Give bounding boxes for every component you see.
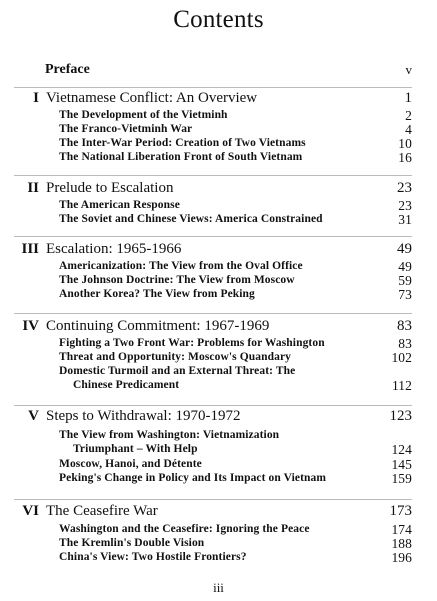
section-entry[interactable]: [0, 458, 437, 472]
section-entry[interactable]: [0, 551, 437, 565]
section-entry[interactable]: [0, 472, 437, 486]
section-title-continued: Triumphant – With Help: [73, 443, 198, 455]
chapter-number: II: [27, 180, 39, 196]
chapter-heading[interactable]: [0, 90, 437, 109]
chapter-page: 1: [404, 90, 412, 106]
section-page: 159: [391, 471, 412, 486]
section-title: Fighting a Two Front War: Problems for Washington: [59, 337, 325, 349]
section-entry[interactable]: [0, 137, 437, 151]
section-title: Threat and Opportunity: Moscow's Quandary: [59, 351, 291, 363]
chapter-heading[interactable]: [0, 241, 437, 260]
chapter-page: 23: [397, 180, 412, 196]
chapter-6: [0, 503, 437, 565]
chapter-title: The Ceasefire War: [46, 503, 158, 519]
chapter-page: 173: [389, 503, 412, 519]
chapter-number: IV: [22, 318, 39, 334]
section-title: Moscow, Hanoi, and Détente: [59, 458, 202, 470]
section-entry[interactable]: [0, 213, 437, 227]
chapter-number: III: [21, 241, 39, 257]
section-title: The Development of the Vietminh: [59, 109, 228, 121]
section-entry[interactable]: [0, 288, 437, 302]
section-title: Peking's Change in Policy and Its Impact on Vietnam: [59, 472, 327, 484]
section-entry[interactable]: [0, 337, 437, 351]
divider: [14, 236, 412, 237]
section-entry[interactable]: [0, 199, 437, 213]
section-page: 4: [405, 122, 412, 137]
divider: [14, 87, 412, 88]
section-page: 112: [391, 378, 412, 393]
divider: [14, 175, 412, 176]
chapter-title: Prelude to Escalation: [46, 180, 174, 196]
chapter-title: Steps to Withdrawal: 1970-1972: [46, 408, 241, 424]
section-page: 59: [398, 273, 412, 288]
chapter-number: V: [28, 408, 39, 424]
section-page: 49: [398, 259, 412, 274]
page-title: Contents: [173, 6, 264, 33]
section-title: China's View: Two Hostile Frontiers?: [59, 551, 247, 563]
section-title: The Inter-War Period: Creation of Two Vietnams: [59, 137, 306, 149]
section-page: 2: [405, 108, 412, 123]
section-entry[interactable]: [0, 123, 437, 137]
section-title: The Soviet and Chinese Views: America Constrained: [59, 213, 323, 225]
divider: [14, 313, 412, 314]
section-page: 174: [391, 522, 412, 537]
section-page: 83: [398, 336, 412, 351]
chapter-heading[interactable]: [0, 503, 437, 523]
chapter-page: 123: [389, 408, 412, 424]
divider: [14, 499, 412, 500]
section-title: Americanization: The View from the Oval Office: [59, 260, 303, 272]
section-title: The Johnson Doctrine: The View from Moscow: [59, 274, 295, 286]
chapter-title: Continuing Commitment: 1967-1969: [46, 318, 270, 334]
chapter-page: 49: [397, 241, 412, 257]
section-entry[interactable]: [0, 109, 437, 123]
section-page: 124: [391, 442, 412, 457]
section-title: Domestic Turmoil and an External Threat: The: [59, 365, 296, 377]
chapter-heading[interactable]: [0, 180, 437, 199]
section-page: 10: [398, 136, 412, 151]
page-number: iii: [213, 580, 224, 595]
section-page: 16: [398, 150, 412, 165]
chapter-page: 83: [397, 318, 412, 334]
section-page: 145: [391, 457, 412, 472]
preface-page: v: [405, 62, 412, 77]
chapter-5: [0, 408, 437, 486]
divider: [14, 405, 412, 406]
section-page: 188: [391, 536, 412, 551]
preface-label: Preface: [45, 62, 90, 77]
section-entry[interactable]: [0, 260, 437, 274]
chapter-heading[interactable]: [0, 318, 437, 337]
section-entry[interactable]: [0, 151, 437, 165]
chapter-3: [0, 241, 437, 302]
chapter-title: Escalation: 1965-1966: [46, 241, 182, 257]
section-title: Another Korea? The View from Peking: [59, 288, 255, 300]
section-page: 73: [398, 287, 412, 302]
section-title: Washington and the Ceasefire: Ignoring the Peace: [59, 523, 310, 535]
section-page: 31: [398, 212, 412, 227]
chapter-number: I: [33, 90, 39, 106]
section-entry[interactable]: [0, 274, 437, 288]
section-title: The American Response: [59, 199, 180, 211]
section-page: 196: [391, 550, 412, 565]
section-title: The View from Washington: Vietnamization: [59, 429, 280, 441]
section-entry[interactable]: [0, 351, 437, 365]
section-page: 102: [391, 350, 412, 365]
chapter-heading[interactable]: [0, 408, 437, 429]
chapter-2: [0, 180, 437, 227]
chapter-4: [0, 318, 437, 395]
chapter-title: Vietnamese Conflict: An Overview: [46, 90, 258, 106]
section-entry[interactable]: [0, 537, 437, 551]
section-entry[interactable]: [0, 523, 437, 537]
section-title: The Kremlin's Double Vision: [59, 537, 205, 549]
chapter-1: [0, 90, 437, 165]
section-page: 23: [398, 198, 412, 213]
chapter-number: VI: [22, 503, 39, 519]
section-title: The Franco-Vietminh War: [59, 123, 193, 135]
section-entry[interactable]: [0, 365, 437, 395]
section-title: The National Liberation Front of South Vietnam: [59, 151, 303, 163]
section-entry[interactable]: [0, 429, 437, 458]
toc-preface[interactable]: [45, 62, 412, 78]
section-title-continued: Chinese Predicament: [73, 379, 180, 391]
